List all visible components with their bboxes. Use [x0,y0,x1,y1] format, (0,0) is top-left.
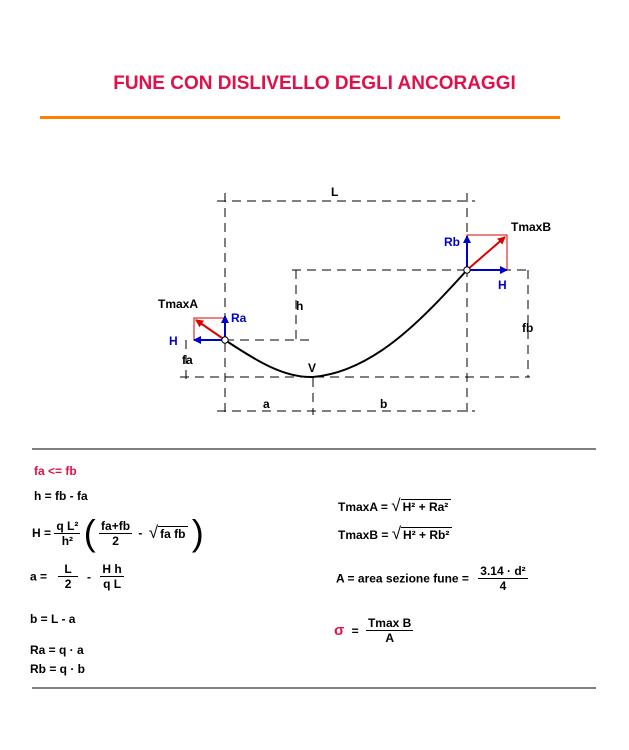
H-formula [32,512,204,553]
sqrt-icon: √ [148,523,159,542]
tmaxb-arrow [467,237,505,270]
a-fraction-2 [100,562,123,591]
a-den2: q L [103,577,122,591]
H-inner-den: 2 [112,533,119,548]
label-fb: fb [522,321,534,335]
tmaxb-lhs: TmaxB = [338,528,389,542]
page-title: FUNE CON DISLIVELLO DEGLI ANCORAGGI [113,73,516,94]
H-lhs: H = [32,526,52,540]
label-l: L [331,185,339,199]
a-num2: H h [102,562,122,576]
a-formula [30,562,124,591]
tmaxa-arrow [196,320,225,340]
area-formula [336,564,528,593]
H-sqrt-wrap [148,523,189,542]
label-fa: fa [182,353,193,367]
sqrt-icon: √ [391,524,402,543]
area-lhs: A = area sezione fune = [336,571,469,586]
H-inner-num: fa+fb [101,518,131,533]
sigma-eq: = [351,623,359,638]
label-h-right: H [498,278,507,292]
label-rb: Rb [444,235,460,249]
ra-formula: Ra = q · a [30,643,84,657]
H-fraction [54,519,80,548]
cable-curve [225,270,467,377]
h-formula: h = fb - fa [34,489,88,503]
b-formula: b = L - a [30,612,76,626]
H-inner-fraction [99,519,132,548]
a-num1: L [58,562,77,577]
area-fraction [478,564,527,593]
condition-formula: fa <= fb [34,464,77,478]
sigma-num: Tmax B [367,616,412,630]
sigma-fraction [366,616,413,645]
sigma-symbol: σ [334,622,345,639]
rb-formula: Rb = q · b [30,662,85,676]
label-v: V [308,361,317,375]
sigma-formula [334,616,413,645]
label-b: b [380,397,388,411]
H-num: q L² [56,518,79,533]
H-paren-close: ) [191,512,204,553]
a-fraction-1 [58,562,77,591]
tmaxb-formula [338,524,452,544]
label-h: h [296,299,304,313]
tmaxa-sqrt: H² + Ra² [401,499,452,514]
a-den1: 2 [64,577,72,591]
label-a: a [263,397,270,411]
H-minus: - [138,526,143,540]
tmaxa-formula [338,496,451,516]
label-tmaxa: TmaxA [158,297,199,311]
label-tmaxb: TmaxB [511,220,552,234]
a-lhs: a = [30,569,48,584]
area-num: 3.14 · d² [480,564,526,578]
a-minus: - [87,569,92,584]
anchor-b [464,267,470,273]
label-ra: Ra [231,311,247,325]
construction-lines [180,193,530,415]
H-paren-open: ( [83,512,96,553]
sqrt-icon: √ [391,496,401,515]
H-sqrt: fa fb [158,526,188,541]
H-den: h² [61,533,74,548]
sigma-den: A [385,631,394,645]
area-den: 4 [499,579,507,593]
anchor-a [222,337,228,343]
tmaxa-lhs: TmaxA = [338,500,388,514]
tmaxb-sqrt: H² + Rb² [401,527,452,542]
label-h-left: H [169,334,178,348]
